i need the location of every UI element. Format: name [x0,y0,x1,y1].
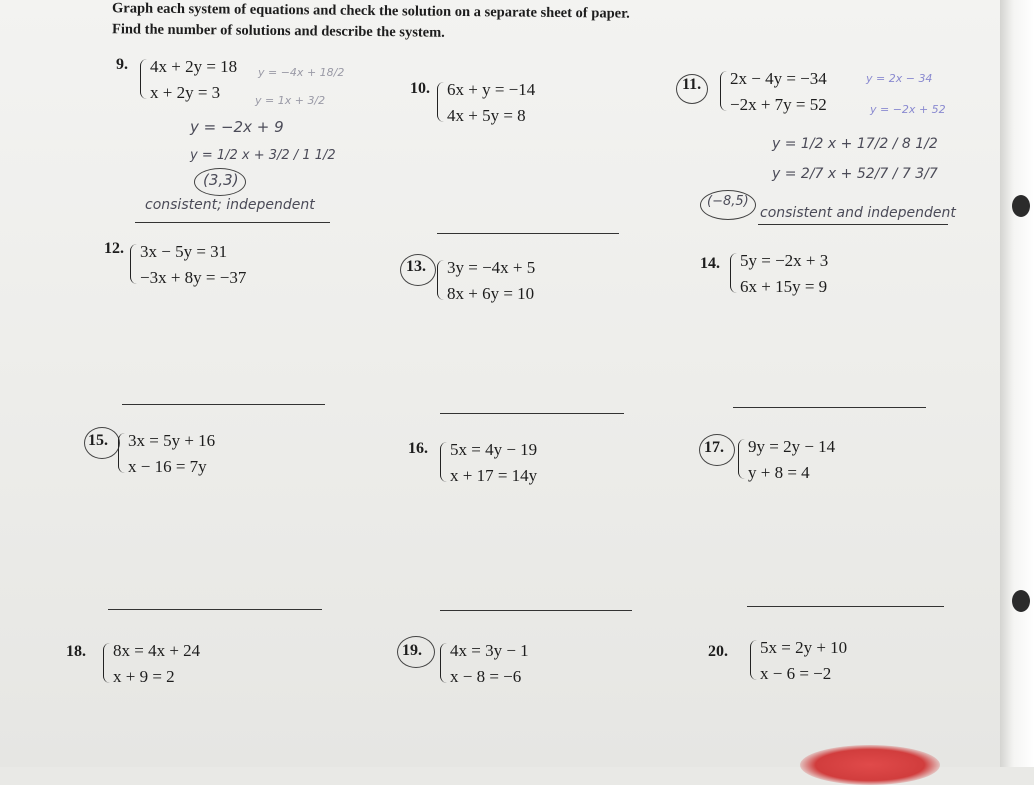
binder-hole [1012,590,1030,612]
equation: 5x = 2y + 10 [760,638,848,657]
handwritten-note: y = −4x + 18/2 [258,66,345,79]
equation: y + 8 = 4 [748,463,810,482]
problem-number: 11. [682,76,702,93]
problem-number: 13. [406,258,426,275]
answer-line [440,610,632,611]
problem-number: 18. [66,643,86,660]
answer-line [108,609,322,610]
equation: 6x + 15y = 9 [740,277,828,296]
equation: 4x = 3y − 1 [450,641,529,660]
system-brace [720,71,727,111]
equation: −3x + 8y = −37 [140,268,247,287]
equation: 5y = −2x + 3 [740,251,829,270]
instructions-line1: Graph each system of equations and check the solution on a separate sheet of paper. [111,0,630,22]
problem-number: 12. [104,240,124,257]
handwritten-solution: (3,3) [203,171,239,189]
equation: x + 2y = 3 [150,83,221,102]
answer-line [733,407,926,408]
handwritten-note: y = 2x − 34 [866,72,933,85]
finger [800,745,940,785]
system-brace [437,260,444,300]
equation: x + 17 = 14y [450,466,538,485]
problem-number: 14. [700,255,720,272]
system-brace [103,643,110,683]
equation: 4x + 5y = 8 [447,106,526,125]
answer-line [747,606,944,607]
equation: 2x − 4y = −34 [730,69,827,88]
system-brace [140,59,147,99]
equation: 5x = 4y − 19 [450,440,538,459]
equation: 8x + 6y = 10 [447,284,535,303]
equation: 3x = 5y + 16 [128,431,216,450]
problem-number: 17. [704,439,724,456]
handwritten-solution: (−8,5) [707,194,749,209]
problem-number: 15. [88,432,108,449]
handwritten-note: y = −2x + 52 [870,103,946,116]
handwritten-answer: consistent; independent [145,197,315,213]
system-brace [738,439,745,479]
system-brace [118,433,125,473]
system-brace [440,442,447,482]
system-brace [440,643,447,683]
problem-number: 10. [410,80,430,97]
page-edge [1000,0,1034,767]
system-brace [730,253,737,293]
answer-line [440,413,624,414]
handwritten-work: y = −2x + 9 [190,118,284,136]
equation: x − 8 = −6 [450,667,522,686]
system-brace [437,82,444,122]
answer-line [122,404,325,405]
binder-hole [1012,195,1030,217]
handwritten-note: y = 1x + 3/2 [255,94,326,107]
answer-line [135,222,330,223]
equation: 6x + y = −14 [447,80,536,99]
problem-number: 16. [408,440,428,457]
problem-number: 20. [708,643,728,660]
problem-number: 19. [402,642,422,659]
equation: −2x + 7y = 52 [730,95,827,114]
handwritten-work: y = 1/2 x + 17/2 / 8 1/2 [772,136,938,152]
equation: 8x = 4x + 24 [113,641,201,660]
system-brace [750,640,757,680]
equation: 4x + 2y = 18 [150,57,238,76]
answer-line [437,233,619,234]
problem-number: 9. [116,56,128,73]
system-brace [130,244,137,284]
handwritten-work: y = 2/7 x + 52/7 / 7 3/7 [772,166,938,182]
answer-line [758,224,948,225]
handwritten-work: y = 1/2 x + 3/2 / 1 1/2 [190,148,336,163]
equation: 3x − 5y = 31 [140,242,228,261]
equation: x + 9 = 2 [113,667,175,686]
handwritten-answer: consistent and independent [760,205,956,221]
equation: x − 16 = 7y [128,457,207,476]
instructions-line2: Find the number of solutions and describe the system. [111,21,445,41]
equation: 3y = −4x + 5 [447,258,536,277]
equation: 9y = 2y − 14 [748,437,836,456]
equation: x − 6 = −2 [760,664,832,683]
